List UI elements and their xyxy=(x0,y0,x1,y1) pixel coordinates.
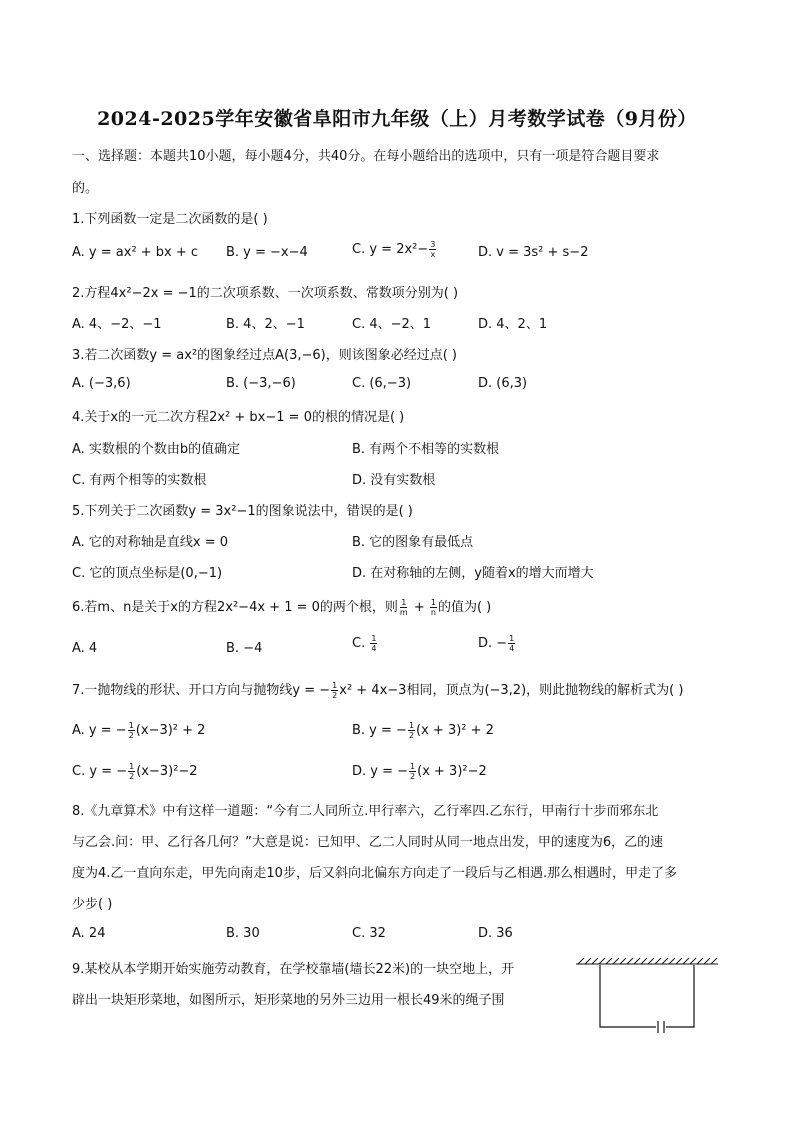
option-prefix: C. y = − xyxy=(72,764,128,779)
option-suffix: (x−3)² + 2 xyxy=(135,723,206,738)
question-8-option-c: C. 32 xyxy=(352,926,386,941)
question-7-stem-suffix: x² + 4x−3相同，顶点为(−3,2)，则此抛物线的解析式为( ) xyxy=(339,683,684,698)
question-8-line-4: 少步( ) xyxy=(72,897,113,912)
question-7-option-a xyxy=(72,721,205,740)
question-6-option-b: B. −4 xyxy=(226,641,263,656)
fraction-denominator: 4 xyxy=(371,644,377,653)
question-6-option-c xyxy=(352,634,378,653)
fraction-denominator: 2 xyxy=(129,772,135,781)
question-6-stem-suffix: 的值为( ) xyxy=(437,600,492,615)
fraction-denominator: x xyxy=(430,250,436,259)
option-prefix: D. y = − xyxy=(352,764,409,779)
fraction-numerator: 1 xyxy=(129,762,135,771)
fraction-denominator: n xyxy=(430,608,436,617)
fraction-denominator: 2 xyxy=(128,731,134,740)
option-fraction xyxy=(128,721,135,740)
option-fraction xyxy=(128,762,135,781)
fraction-numerator: 1 xyxy=(430,598,436,607)
fraction-numerator: 1 xyxy=(509,634,515,643)
fraction-numerator: 1 xyxy=(410,762,416,771)
option-prefix: C. xyxy=(352,636,370,651)
question-7-option-b xyxy=(352,721,494,740)
question-8-option-b: B. 30 xyxy=(226,926,260,941)
question-7-option-d xyxy=(352,762,487,781)
fraction-numerator: 1 xyxy=(371,634,377,643)
question-2-option-a: A. 4、−2、−1 xyxy=(72,317,162,332)
question-4-option-b: B. 有两个不相等的实数根 xyxy=(352,442,500,457)
question-8-option-a: A. 24 xyxy=(72,926,106,941)
question-4-option-c: C. 有两个相等的实数根 xyxy=(72,473,207,488)
question-3-option-c: C. (6,−3) xyxy=(352,376,412,391)
option-suffix: (x−3)²−2 xyxy=(136,764,198,779)
question-4-option-d: D. 没有实数根 xyxy=(352,473,436,488)
fraction-denominator: 2 xyxy=(332,691,338,700)
question-3-option-b: B. (−3,−6) xyxy=(226,376,296,391)
question-6-stem-prefix: 6.若m、n是关于x的方程2x²−4x + 1 = 0的两个根，则 xyxy=(72,600,398,615)
option-prefix: A. y = − xyxy=(72,723,127,738)
question-1-option-a: A. y = ax² + bx + c xyxy=(72,245,199,260)
fraction-denominator: 2 xyxy=(410,772,416,781)
fraction-numerator: 1 xyxy=(401,598,407,607)
question-1-option-b: B. y = −x−4 xyxy=(226,245,308,260)
option-suffix: (x + 3)²−2 xyxy=(417,764,487,779)
section-heading: 一、选择题：本题共10小题，每小题4分，共40分。在每小题给出的选项中，只有一项是符合题目要求 xyxy=(72,149,660,164)
question-6-option-a: A. 4 xyxy=(72,641,98,656)
question-1-stem: 1.下列函数一定是二次函数的是( ) xyxy=(72,212,268,227)
question-3-stem: 3.若二次函数y = ax²的图象经过点A(3,−6)，则该图象必经过点( ) xyxy=(72,348,458,363)
question-9-garden-figure xyxy=(570,955,722,1035)
question-5-option-c: C. 它的顶点坐标是(0,−1) xyxy=(72,566,223,581)
question-5-option-d: D. 在对称轴的左侧，y随着x的增大而增大 xyxy=(352,566,594,581)
page-title: 2024-2025学年安徽省阜阳市九年级（上）月考数学试卷（9月份） xyxy=(97,108,697,130)
option-prefix: B. y = − xyxy=(352,723,407,738)
question-8-line-3: 度为4.乙一直向东走，甲先向南走10步，后又斜向北偏东方向走了一段后与乙相遇.那么相遇时，甲走了多 xyxy=(72,866,678,881)
option-prefix: D. − xyxy=(478,636,508,651)
section-heading-continued: 的。 xyxy=(72,181,99,196)
fraction-denominator: m xyxy=(399,608,408,617)
question-1-option-d: D. v = 3s² + s−2 xyxy=(478,245,589,260)
fraction-denominator: 4 xyxy=(509,644,515,653)
question-9-line-2: 辟出一块矩形菜地，如图所示，矩形菜地的另外三边用一根长49米的绳子围 xyxy=(72,993,505,1008)
question-6-option-c-fraction xyxy=(370,634,377,653)
question-7-option-c xyxy=(72,762,198,781)
fraction-numerator: 1 xyxy=(128,721,134,730)
question-1-option-c-prefix: C. y = 2x²− xyxy=(352,242,429,257)
option-fraction xyxy=(409,762,416,781)
question-3-option-d: D. (6,3) xyxy=(478,376,528,391)
question-2-stem: 2.方程4x²−2x = −1的二次项系数、一次项系数、常数项分别为( ) xyxy=(72,286,459,301)
question-5-option-a: A. 它的对称轴是直线x = 0 xyxy=(72,535,229,550)
question-8-option-d: D. 36 xyxy=(478,926,513,941)
question-1-option-c xyxy=(352,240,437,259)
question-6-fraction-1-over-n xyxy=(430,598,437,617)
rectangle-garden xyxy=(600,965,694,1033)
question-6-fraction-1-over-m xyxy=(399,598,409,617)
question-5-stem: 5.下列关于二次函数y = 3x²−1的图象说法中，错误的是( ) xyxy=(72,504,413,519)
question-3-option-a: A. (−3,6) xyxy=(72,376,131,391)
question-4-option-a: A. 实数根的个数由b的值确定 xyxy=(72,442,241,457)
question-6-stem xyxy=(72,596,491,617)
question-8-line-1: 8.《九章算术》中有这样一道题：“今有二人同所立.甲行率六，乙行率四.乙东行，甲南行十步而邪东北 xyxy=(72,804,659,819)
question-2-option-d: D. 4、2、1 xyxy=(478,317,548,332)
option-fraction xyxy=(408,721,415,740)
fraction-numerator: 1 xyxy=(332,681,338,690)
fraction-denominator: 2 xyxy=(408,731,415,740)
wall-hatching xyxy=(576,958,718,964)
question-2-option-b: B. 4、2、−1 xyxy=(226,317,305,332)
question-9-line-1: 9.某校从本学期开始实施劳动教育，在学校靠墙(墙长22米)的一块空地上，开 xyxy=(72,962,515,977)
question-6-option-d xyxy=(478,634,516,653)
question-7-stem-prefix: 7.一抛物线的形状、开口方向与抛物线y = − xyxy=(72,683,331,698)
plus-sign: + xyxy=(409,600,429,615)
question-4-stem: 4.关于x的一元二次方程2x² + bx−1 = 0的根的情况是( ) xyxy=(72,410,405,425)
option-suffix: (x + 3)² + 2 xyxy=(416,723,494,738)
question-8-line-2: 与乙会.问：甲、乙行各几何？”大意是说：已知甲、乙二人同时从同一地点出发，甲的速度为6，乙的速 xyxy=(72,835,664,850)
fraction-numerator: 1 xyxy=(408,721,415,730)
question-5-option-b: B. 它的图象有最低点 xyxy=(352,535,474,550)
fraction-numerator: 3 xyxy=(430,240,436,249)
question-1-option-c-fraction xyxy=(429,240,436,259)
question-7-stem xyxy=(72,679,683,700)
question-2-option-c: C. 4、−2、1 xyxy=(352,317,432,332)
question-6-option-d-fraction xyxy=(508,634,515,653)
question-7-stem-fraction xyxy=(331,681,338,700)
